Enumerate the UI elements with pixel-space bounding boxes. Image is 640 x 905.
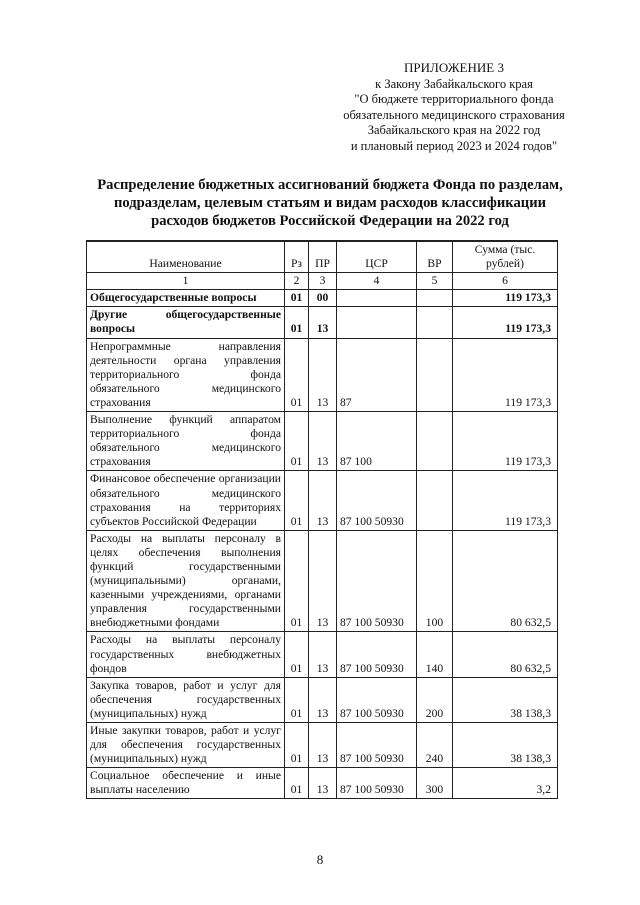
row-sum-cell: 38 138,3 <box>453 677 558 722</box>
budget-table <box>86 240 558 799</box>
table-row <box>87 471 558 530</box>
row-pr-cell: 13 <box>309 723 337 768</box>
column-number: 3 <box>309 273 337 290</box>
row-sum-cell: 119 173,3 <box>453 471 558 530</box>
row-sum-cell: 38 138,3 <box>453 723 558 768</box>
column-number: 4 <box>337 273 417 290</box>
row-rz-cell: 01 <box>285 632 309 677</box>
row-csr-cell: 87 <box>337 338 417 411</box>
document-title <box>90 176 570 230</box>
page-number: 8 <box>316 852 324 867</box>
table-row <box>87 307 558 338</box>
row-name-cell: Другие общегосударственные вопросы <box>87 307 285 338</box>
row-name-cell: Социальное обеспечение и иные выплаты населению <box>87 768 285 799</box>
appendix-line: и плановый период 2023 и 2024 годов" <box>350 138 558 153</box>
row-csr-cell: 87 100 <box>337 412 417 471</box>
row-vr-cell <box>417 290 453 307</box>
row-name-cell: Общегосударственные вопросы <box>87 290 285 307</box>
row-rz-cell: 01 <box>285 677 309 722</box>
appendix-block <box>324 60 584 154</box>
appendix-line: ПРИЛОЖЕНИЕ 3 <box>404 60 504 75</box>
row-vr-cell: 240 <box>417 723 453 768</box>
table-row <box>87 723 558 768</box>
appendix-line: обязательного медицинского страхования <box>343 107 565 122</box>
row-rz-cell: 01 <box>285 290 309 307</box>
row-sum-cell: 119 173,3 <box>453 307 558 338</box>
row-sum-cell: 119 173,3 <box>453 412 558 471</box>
table-row <box>87 290 558 307</box>
row-rz-cell: 01 <box>285 338 309 411</box>
row-rz-cell: 01 <box>285 768 309 799</box>
row-csr-cell <box>337 307 417 338</box>
row-pr-cell: 13 <box>309 338 337 411</box>
row-csr-cell: 87 100 50930 <box>337 530 417 632</box>
row-pr-cell: 13 <box>309 307 337 338</box>
row-rz-cell: 01 <box>285 471 309 530</box>
header-row <box>87 241 558 273</box>
row-sum-cell: 119 173,3 <box>453 290 558 307</box>
row-vr-cell <box>417 338 453 411</box>
row-vr-cell <box>417 471 453 530</box>
table-row <box>87 677 558 722</box>
row-csr-cell <box>337 290 417 307</box>
row-vr-cell: 200 <box>417 677 453 722</box>
row-sum-cell: 80 632,5 <box>453 530 558 632</box>
row-name-cell: Расходы на выплаты персоналу государственных внебюджетных фондов <box>87 632 285 677</box>
appendix-line: "О бюджете территориального фонда <box>354 92 554 106</box>
header-sum: Сумма (тыс. рублей) <box>453 241 558 273</box>
column-number-row <box>87 273 558 290</box>
row-pr-cell: 13 <box>309 632 337 677</box>
row-vr-cell: 140 <box>417 632 453 677</box>
row-csr-cell: 87 100 50930 <box>337 471 417 530</box>
title-line: расходов бюджетов Российской Федерации на 2022 год <box>151 213 509 229</box>
row-sum-cell: 3,2 <box>453 768 558 799</box>
row-csr-cell: 87 100 50930 <box>337 632 417 677</box>
header-pr: ПР <box>309 241 337 273</box>
row-pr-cell: 13 <box>309 412 337 471</box>
header-rz: Рз <box>285 241 309 273</box>
row-rz-cell: 01 <box>285 412 309 471</box>
row-vr-cell: 100 <box>417 530 453 632</box>
row-vr-cell: 300 <box>417 768 453 799</box>
row-pr-cell: 13 <box>309 677 337 722</box>
row-name-cell: Непрограммные направления деятельности органа управления территориального фонда обязательного медицинского страхования <box>87 338 285 411</box>
row-name-cell: Закупка товаров, работ и услуг для обеспечения государственных (муниципальных) нужд <box>87 677 285 722</box>
title-line: подразделам, целевым статьям и видам расходов классификации <box>113 195 547 211</box>
row-sum-cell: 119 173,3 <box>453 338 558 411</box>
table-row <box>87 338 558 411</box>
row-csr-cell: 87 100 50930 <box>337 768 417 799</box>
row-rz-cell: 01 <box>285 307 309 338</box>
title-line: Распределение бюджетных ассигнований бюджета Фонда по разделам, <box>97 177 563 193</box>
row-csr-cell: 87 100 50930 <box>337 723 417 768</box>
column-number: 2 <box>285 273 309 290</box>
column-number: 5 <box>417 273 453 290</box>
row-vr-cell <box>417 307 453 338</box>
row-name-cell: Финансовое обеспечение организации обязательного медицинского страхования на территориях субъектов Российской Федерации <box>87 471 285 530</box>
row-sum-cell: 80 632,5 <box>453 632 558 677</box>
row-rz-cell: 01 <box>285 723 309 768</box>
table-row <box>87 632 558 677</box>
row-pr-cell: 13 <box>309 471 337 530</box>
header-csr: ЦСР <box>337 241 417 273</box>
row-name-cell: Выполнение функций аппаратом территориального фонда обязательного медицинского страхования <box>87 412 285 471</box>
budget-table-body <box>87 290 558 799</box>
table-row <box>87 412 558 471</box>
row-vr-cell <box>417 412 453 471</box>
table-row <box>87 530 558 632</box>
row-rz-cell: 01 <box>285 530 309 632</box>
row-pr-cell: 13 <box>309 768 337 799</box>
header-vr: ВР <box>417 241 453 273</box>
appendix-line: Забайкальского края на 2022 год <box>367 123 541 137</box>
column-number: 1 <box>87 273 285 290</box>
table-row <box>87 768 558 799</box>
column-number: 6 <box>453 273 558 290</box>
row-name-cell: Иные закупки товаров, работ и услуг для обеспечения государственных (муниципальных) нужд <box>87 723 285 768</box>
row-csr-cell: 87 100 50930 <box>337 677 417 722</box>
header-name: Наименование <box>87 241 285 273</box>
appendix-line: к Закону Забайкальского края <box>375 76 533 91</box>
row-name-cell: Расходы на выплаты персоналу в целях обеспечения выполнения функций государственными (муниципальными) органами, казенными учреждениями, органами управления государственными внебюджетными фондами <box>87 530 285 632</box>
row-pr-cell: 13 <box>309 530 337 632</box>
row-pr-cell: 00 <box>309 290 337 307</box>
